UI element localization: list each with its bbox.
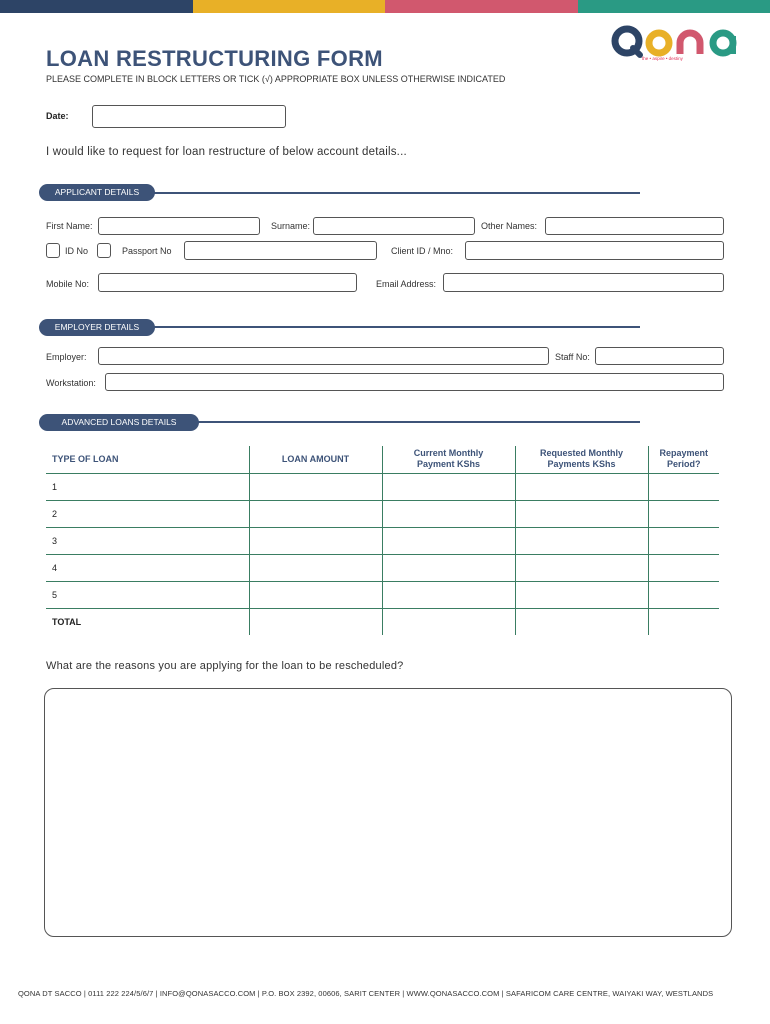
- row-label: 5: [46, 581, 249, 608]
- col-header-requested-payment: Requested Monthly Payments KShs: [515, 446, 648, 473]
- table-row: [46, 473, 719, 500]
- loan-amount-cell[interactable]: [249, 581, 382, 608]
- row-label: 2: [46, 500, 249, 527]
- date-label: Date:: [46, 111, 69, 121]
- mobile-no-field[interactable]: [98, 273, 357, 292]
- logo-letter-o: [649, 33, 669, 53]
- date-field[interactable]: [92, 105, 286, 128]
- footer-contact: QONA DT SACCO | 0111 222 224/5/6/7 | INFO@QONASACCO.COM | P.O. BOX 2392, 00606, SARIT CENTER | WWW.QONASACCO.COM | SAFARICOM CARE CENTRE, WAIYAKI WAY, WESTLANDS: [18, 989, 714, 998]
- staff-no-field[interactable]: [595, 347, 724, 365]
- id-no-checkbox[interactable]: [46, 243, 60, 258]
- requested-payment-cell[interactable]: [515, 500, 648, 527]
- col-header-current-payment: Current Monthly Payment KShs: [382, 446, 515, 473]
- client-id-field[interactable]: [465, 241, 724, 260]
- col-header-amount: LOAN AMOUNT: [249, 446, 382, 473]
- row-label: 4: [46, 554, 249, 581]
- total-repayment-period-cell[interactable]: [648, 608, 719, 635]
- id-passport-field[interactable]: [184, 241, 377, 260]
- top-bar-segment-teal: [578, 0, 770, 13]
- table-row: [46, 527, 719, 554]
- current-payment-cell[interactable]: [382, 527, 515, 554]
- top-bar-segment-pink: [385, 0, 578, 13]
- email-field[interactable]: [443, 273, 724, 292]
- loans-table-header-row: [46, 446, 719, 473]
- employer-label: Employer:: [46, 352, 87, 362]
- id-no-label: ID No: [65, 246, 89, 256]
- loan-amount-cell[interactable]: [249, 473, 382, 500]
- workstation-label: Workstation:: [46, 378, 96, 388]
- top-color-bar: [0, 0, 770, 13]
- col-header-repayment-period: Repayment Period?: [648, 446, 719, 473]
- reasons-question: What are the reasons you are applying for the loan to be rescheduled?: [46, 660, 404, 672]
- repayment-period-cell[interactable]: [648, 554, 719, 581]
- first-name-label: First Name:: [46, 221, 93, 231]
- employer-field[interactable]: [98, 347, 549, 365]
- row-label: 3: [46, 527, 249, 554]
- loan-amount-cell[interactable]: [249, 500, 382, 527]
- current-payment-cell[interactable]: [382, 500, 515, 527]
- surname-field[interactable]: [313, 217, 475, 235]
- applicant-section-header: APPLICANT DETAILS: [39, 184, 155, 201]
- loan-amount-cell[interactable]: [249, 554, 382, 581]
- other-names-label: Other Names:: [481, 221, 538, 231]
- current-payment-cell[interactable]: [382, 473, 515, 500]
- total-loan-amount-cell[interactable]: [249, 608, 382, 635]
- form-instructions: PLEASE COMPLETE IN BLOCK LETTERS OR TICK (√) APPROPRIATE BOX UNLESS OTHERWISE INDICATED: [46, 74, 506, 84]
- table-row: [46, 581, 719, 608]
- row-label-total: TOTAL: [46, 608, 249, 635]
- reasons-textarea[interactable]: [44, 688, 732, 937]
- loan-amount-cell[interactable]: [249, 527, 382, 554]
- table-row-total: [46, 608, 719, 635]
- other-names-field[interactable]: [545, 217, 724, 235]
- total-requested-payment-cell[interactable]: [515, 608, 648, 635]
- passport-no-label: Passport No: [122, 246, 172, 256]
- requested-payment-cell[interactable]: [515, 554, 648, 581]
- passport-no-checkbox[interactable]: [97, 243, 111, 258]
- current-payment-cell[interactable]: [382, 581, 515, 608]
- requested-payment-cell[interactable]: [515, 527, 648, 554]
- col-header-type: TYPE OF LOAN: [46, 446, 249, 473]
- requested-payment-cell[interactable]: [515, 473, 648, 500]
- loans-section-header: ADVANCED LOANS DETAILS: [39, 414, 199, 431]
- repayment-period-cell[interactable]: [648, 581, 719, 608]
- intro-text: I would like to request for loan restructure of below account details...: [46, 146, 407, 158]
- logo-letter-n: [680, 33, 700, 54]
- workstation-field[interactable]: [105, 373, 724, 391]
- table-row: [46, 554, 719, 581]
- repayment-period-cell[interactable]: [648, 473, 719, 500]
- logo-tagline: the • aspire • destiny: [642, 56, 683, 61]
- form-title: LOAN RESTRUCTURING FORM: [46, 46, 383, 71]
- surname-label: Surname:: [271, 221, 311, 231]
- loans-table: [46, 446, 719, 635]
- repayment-period-cell[interactable]: [648, 527, 719, 554]
- repayment-period-cell[interactable]: [648, 500, 719, 527]
- total-current-payment-cell[interactable]: [382, 608, 515, 635]
- first-name-field[interactable]: [98, 217, 260, 235]
- employer-section-header: EMPLOYER DETAILS: [39, 319, 155, 336]
- top-bar-segment-yellow: [193, 0, 386, 13]
- requested-payment-cell[interactable]: [515, 581, 648, 608]
- current-payment-cell[interactable]: [382, 554, 515, 581]
- email-label: Email Address:: [376, 279, 437, 289]
- row-label: 1: [46, 473, 249, 500]
- table-row: [46, 500, 719, 527]
- staff-no-label: Staff No:: [555, 352, 590, 362]
- client-id-label: Client ID / Mno:: [391, 246, 454, 256]
- mobile-no-label: Mobile No:: [46, 279, 90, 289]
- top-bar-segment-navy: [0, 0, 193, 13]
